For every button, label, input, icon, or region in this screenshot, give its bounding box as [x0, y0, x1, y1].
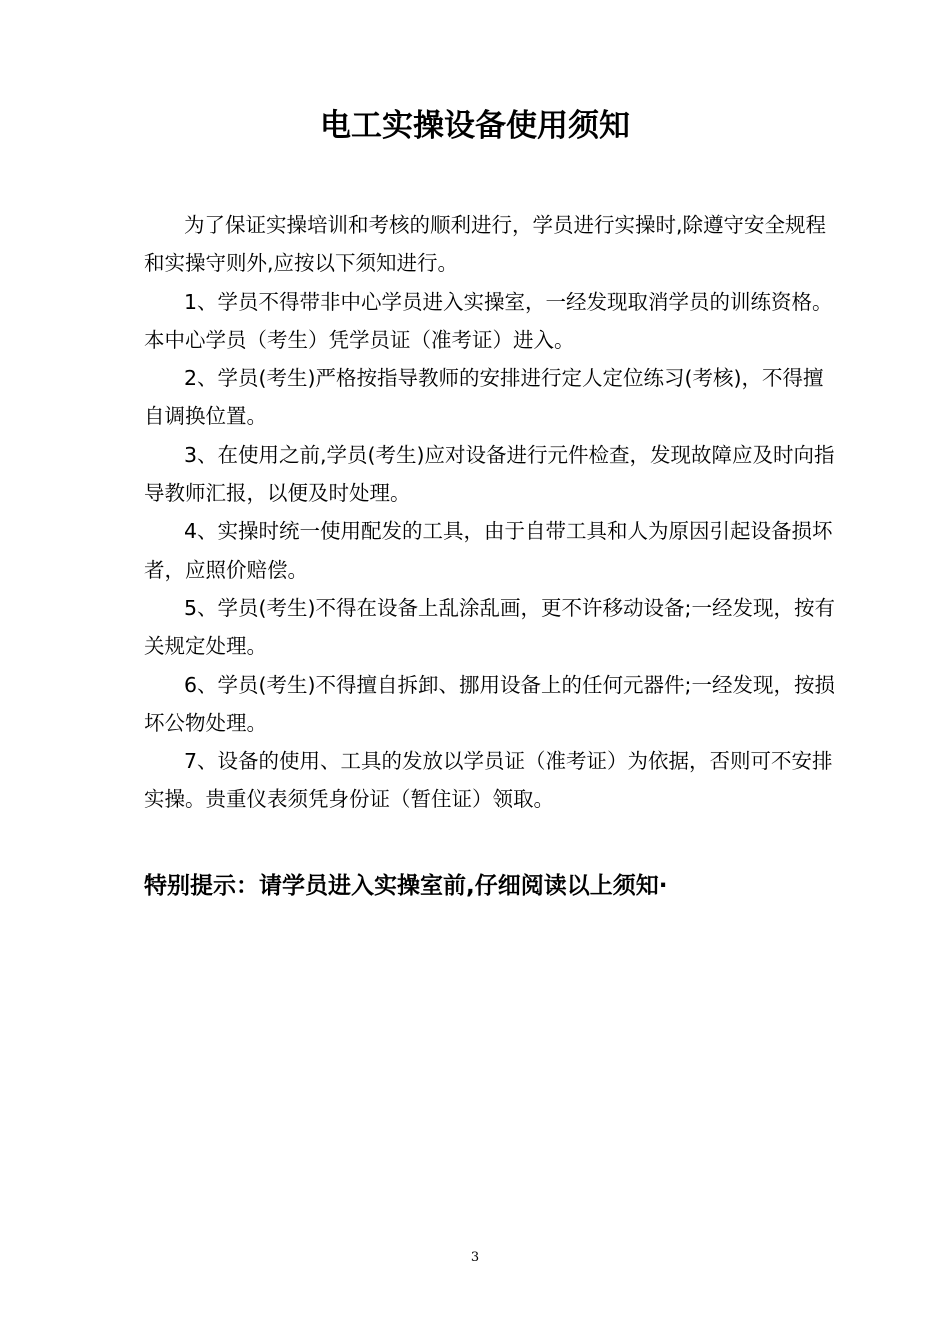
rule-item-6: 6、学员(考生)不得擅自拆卸、挪用设备上的任何元器件;一经发现，按损坏公物处理。 — [144, 672, 835, 735]
intro-paragraph: 为了保证实操培训和考核的顺利进行，学员进行实操时,除遵守安全规程和实操守则外,应按以下须知进行。 — [144, 213, 827, 276]
rule-item-1: 1、学员不得带非中心学员进入实操室，一经发现取消学员的训练资格。本中心学员（考生）凭学员证（准考证）进入。 — [144, 289, 833, 352]
rule-item-7: 7、设备的使用、工具的发放以学员证（准考证）为依据，否则可不安排实操。贵重仪表须凭身份证（暂住证）领取。 — [144, 749, 833, 812]
rule-item-3: 3、在使用之前,学员(考生)应对设备进行元件检查，发现故障应及时向指导教师汇报，以便及时处理。 — [144, 442, 835, 506]
document-body — [144, 206, 844, 819]
rule-item-5: 5、学员(考生)不得在设备上乱涂乱画，更不许移动设备;一经发现，按有关规定处理。 — [144, 595, 835, 659]
page-title: 电工实操设备使用须知 — [320, 108, 630, 144]
page-number: 3 — [470, 1250, 480, 1265]
special-notice: 特别提示：请学员进入实操室前,仔细阅读以上须知· — [144, 873, 668, 899]
rule-item-2: 2、学员(考生)严格按指导教师的安排进行定人定位练习(考核)，不得擅自调换位置。 — [144, 366, 824, 429]
rule-item-4: 4、实操时统一使用配发的工具，由于自带工具和人为原因引起设备损坏者，应照价赔偿。 — [144, 519, 833, 582]
